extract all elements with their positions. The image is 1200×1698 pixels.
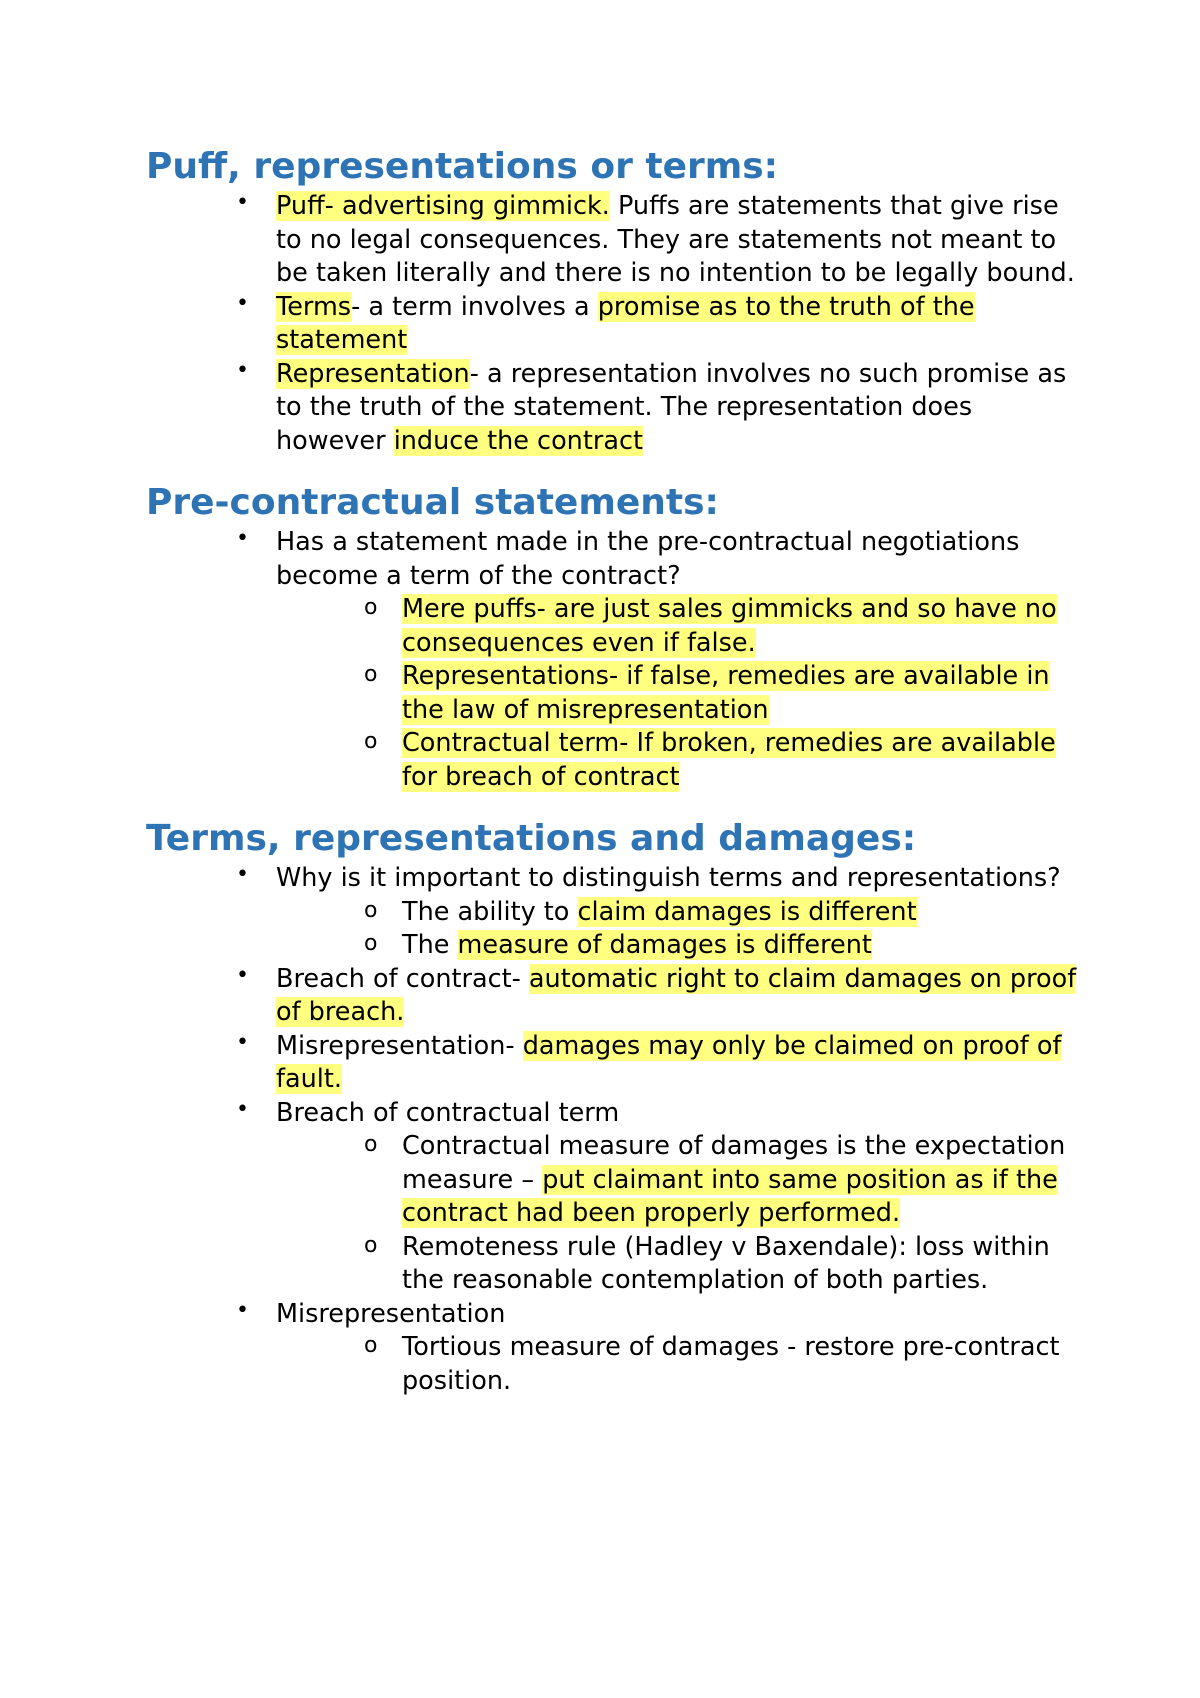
section — [146, 816, 1086, 1398]
section — [146, 144, 1086, 458]
list-item — [146, 190, 1086, 291]
item-text: Breach of contract- — [276, 963, 529, 994]
sub-list-item — [146, 1130, 1086, 1231]
section-heading: Terms, representations and damages: — [146, 818, 917, 859]
bullet-dot-icon: • — [236, 1297, 249, 1323]
item-text: Misrepresentation- — [276, 1030, 523, 1061]
item-text: Breach of contractual term — [276, 1097, 620, 1128]
item-text: - a representation involves no such promise as to the truth of the statement. The representation does however — [276, 358, 1067, 456]
item-text: - a term involves a — [351, 291, 598, 322]
bullet-dot-icon: • — [236, 190, 249, 215]
bullet-circle-icon: o — [364, 897, 378, 923]
sub-list-item — [146, 929, 1086, 963]
item-text: Remoteness rule (Hadley v Baxendale): loss within the reasonable contemplation of both parties. — [402, 1231, 1050, 1295]
bullet-list — [146, 190, 1086, 458]
bullet-dot-icon: • — [236, 1096, 249, 1122]
list-item — [146, 358, 1086, 459]
list-item — [146, 291, 1086, 358]
sub-list-item — [146, 896, 1086, 930]
bullet-circle-icon: o — [364, 729, 378, 754]
sub-list-item — [146, 660, 1086, 727]
bullet-dot-icon: • — [236, 526, 249, 551]
document-page — [146, 144, 1086, 1420]
highlighted-text: automatic right to claim damages on proof of breach. — [276, 963, 1077, 1027]
sub-list-item — [146, 727, 1086, 794]
item-text: The — [402, 930, 458, 960]
highlighted-text: Contractual term- If broken, remedies are available for breach of contract — [402, 728, 1056, 792]
bullet-dot-icon: • — [236, 962, 249, 988]
list-item — [146, 1030, 1086, 1097]
bullet-dot-icon: • — [236, 862, 249, 887]
list-item — [146, 526, 1086, 593]
list-item — [146, 963, 1086, 1030]
highlighted-text: Terms — [276, 291, 352, 322]
item-text: The ability to — [402, 896, 578, 927]
bullet-list — [146, 862, 1086, 1398]
bullet-circle-icon: o — [364, 595, 378, 620]
item-text: Puffs are statements that give rise to no legal consequences. They are statements not meant to be taken literally and there is no intention to be legally bound. — [276, 191, 1075, 288]
bullet-dot-icon: • — [236, 357, 249, 383]
item-text: Misrepresentation — [276, 1298, 506, 1329]
item-text: Has a statement made in the pre-contractual negotiations become a term of the contract? — [276, 527, 1020, 591]
section — [146, 480, 1086, 794]
item-text: Contractual measure of damages is the expectation measure – — [402, 1131, 1066, 1195]
bullet-circle-icon: o — [364, 1232, 378, 1258]
bullet-circle-icon: o — [364, 1132, 378, 1157]
section-heading: Pre-contractual statements: — [146, 482, 719, 523]
sub-list-item — [146, 1231, 1086, 1298]
section-heading: Puff, representations or terms: — [146, 146, 779, 187]
bullet-circle-icon: o — [364, 931, 378, 956]
highlighted-text: damages may only be claimed on proof of fault. — [276, 1030, 1062, 1094]
highlighted-text: Puff- advertising gimmick. — [276, 191, 610, 221]
highlighted-text: put claimant into same position as if the contract had been properly performed. — [402, 1164, 1058, 1228]
sub-list-item — [146, 1331, 1086, 1398]
bullet-list — [146, 526, 1086, 794]
bullet-dot-icon: • — [236, 290, 249, 316]
list-item — [146, 1298, 1086, 1332]
highlighted-text: Representation — [276, 358, 470, 389]
list-item — [146, 862, 1086, 896]
bullet-dot-icon: • — [236, 1029, 249, 1055]
bullet-circle-icon: o — [364, 662, 378, 687]
item-text: Why is it important to distinguish terms and representations? — [276, 863, 1061, 893]
highlighted-text: promise as to the truth of the statement — [276, 291, 975, 355]
bullet-circle-icon: o — [364, 1333, 378, 1358]
highlighted-text: Mere puffs- are just sales gimmicks and so have no consequences even if false. — [402, 594, 1057, 658]
item-text: Tortious measure of damages - restore pre-contract position. — [402, 1332, 1060, 1396]
sub-list-item — [146, 593, 1086, 660]
highlighted-text: induce the contract — [393, 425, 643, 456]
list-item — [146, 1097, 1086, 1131]
highlighted-text: claim damages is different — [577, 896, 917, 927]
highlighted-text: Representations- if false, remedies are available in the law of misrepresentation — [402, 661, 1050, 725]
highlighted-text: measure of damages is different — [457, 930, 872, 960]
